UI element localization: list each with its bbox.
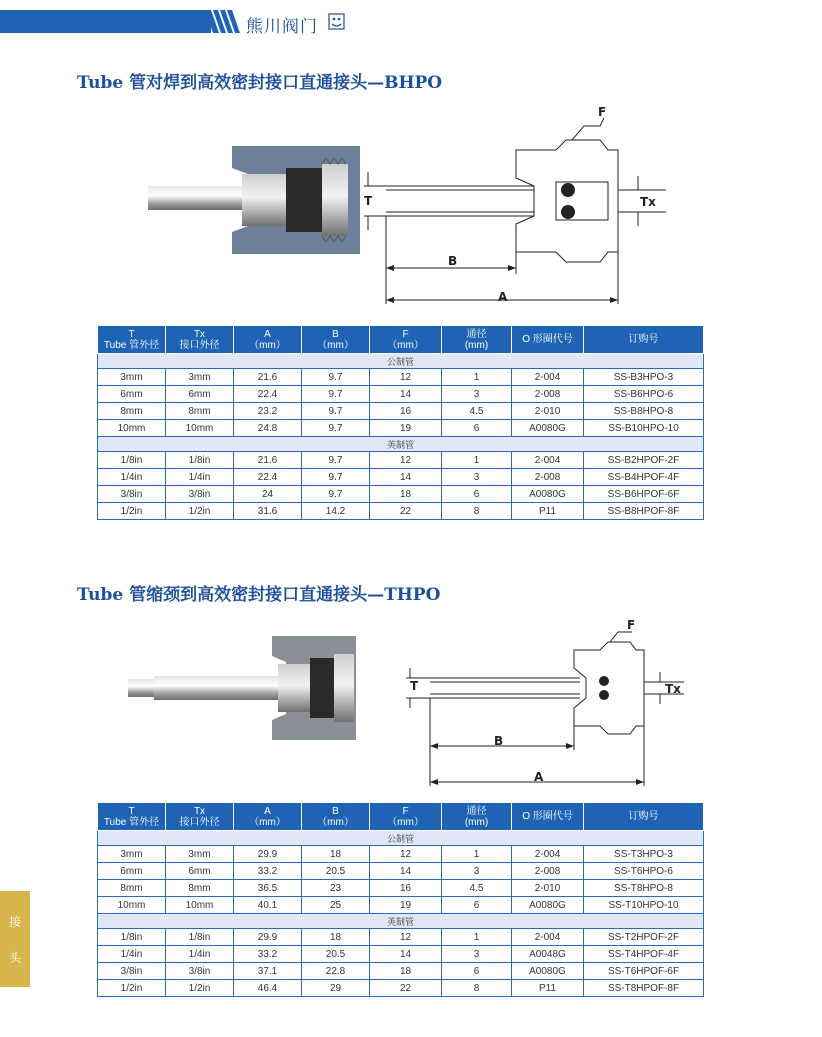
brand-name: 熊川阀门: [246, 17, 318, 37]
table-cell: 18: [370, 486, 442, 503]
table-cell: SS-B6HPO-6: [584, 386, 704, 403]
dim-label-t: T: [410, 679, 419, 693]
table-row: [98, 469, 704, 486]
table-cell: SS-T8HPO-8: [584, 880, 704, 897]
table-cell: 10mm: [166, 420, 234, 437]
table-cell: 9.7: [302, 452, 370, 469]
column-header: O 形圈代号: [512, 803, 584, 831]
table-cell: 14: [370, 469, 442, 486]
table-row: [98, 946, 704, 963]
table-cell: 29.9: [234, 846, 302, 863]
table-cell: 3/8in: [166, 486, 234, 503]
table-cell: SS-T2HPOF-2F: [584, 929, 704, 946]
column-header: T Tube 管外径: [98, 326, 166, 354]
table-cell: 16: [370, 880, 442, 897]
brand-logo-icon: [328, 13, 345, 30]
table-cell: 31.6: [234, 503, 302, 520]
table-cell: 1/4in: [98, 946, 166, 963]
table-row: [98, 846, 704, 863]
table-cell: 1: [442, 452, 512, 469]
table-cell: 2-004: [512, 369, 584, 386]
table-cell: 12: [370, 846, 442, 863]
dim-label-f: F: [627, 618, 636, 632]
fitting-photo-thpo: [128, 636, 356, 740]
side-tab-char: 头: [9, 951, 22, 965]
table-cell: 33.2: [234, 946, 302, 963]
table-cell: 21.6: [234, 369, 302, 386]
dim-label-b: B: [494, 734, 504, 748]
table-row: [98, 929, 704, 946]
column-header: F （mm）: [370, 803, 442, 831]
table-cell: 24: [234, 486, 302, 503]
table-cell: 19: [370, 897, 442, 914]
table-group-row: [98, 914, 704, 929]
table-cell: 6: [442, 486, 512, 503]
table-cell: 16: [370, 403, 442, 420]
table-row: [98, 486, 704, 503]
side-tab: [0, 891, 30, 987]
table-cell: 6mm: [98, 863, 166, 880]
table-cell: 9.7: [302, 369, 370, 386]
table-cell: 9.7: [302, 420, 370, 437]
group-label: 英制管: [98, 914, 704, 929]
table-cell: SS-B2HPOF-2F: [584, 452, 704, 469]
table-cell: 20.5: [302, 863, 370, 880]
table-cell: 3mm: [166, 846, 234, 863]
table-cell: 18: [370, 963, 442, 980]
table-cell: 29: [302, 980, 370, 997]
dimension-drawing-bhpo: [356, 104, 666, 310]
table-cell: 1/2in: [166, 980, 234, 997]
table-cell: 2-008: [512, 863, 584, 880]
column-header: 订购号: [584, 803, 704, 831]
table-cell: SS-T6HPOF-6F: [584, 963, 704, 980]
table-cell: 3mm: [98, 846, 166, 863]
dim-label-a: A: [534, 770, 544, 784]
column-header: 通径 (mm): [442, 803, 512, 831]
table-cell: 8mm: [98, 880, 166, 897]
table-cell: 2-004: [512, 452, 584, 469]
table-row: [98, 863, 704, 880]
table-cell: 14: [370, 863, 442, 880]
table-cell: 2-004: [512, 929, 584, 946]
table-cell: 3mm: [166, 369, 234, 386]
table-cell: 1/8in: [166, 452, 234, 469]
table-cell: 9.7: [302, 403, 370, 420]
column-header: B （mm）: [302, 326, 370, 354]
table-cell: 4.5: [442, 403, 512, 420]
table-row: [98, 420, 704, 437]
dim-label-f: F: [598, 105, 607, 119]
dimension-drawing-thpo: [404, 626, 684, 790]
table-header-row: [98, 326, 704, 354]
table-cell: 36.5: [234, 880, 302, 897]
table-cell: 23: [302, 880, 370, 897]
dim-label-t: T: [364, 194, 373, 208]
table-cell: 6mm: [166, 386, 234, 403]
table-cell: 1/4in: [166, 469, 234, 486]
table-cell: 1/2in: [166, 503, 234, 520]
table-cell: 9.7: [302, 486, 370, 503]
table-cell: 3/8in: [166, 963, 234, 980]
table-group-row: [98, 354, 704, 369]
table-cell: 6mm: [98, 386, 166, 403]
table-cell: 2-010: [512, 880, 584, 897]
section-title-thpo: Tube 管缩颈到高效密封接口直通接头—THPO: [77, 585, 441, 605]
table-cell: 1/4in: [98, 469, 166, 486]
header-bar: [0, 10, 211, 33]
table-cell: 1/8in: [166, 929, 234, 946]
table-cell: 8: [442, 503, 512, 520]
table-cell: 20.5: [302, 946, 370, 963]
column-header: O 形圈代号: [512, 326, 584, 354]
table-cell: P11: [512, 503, 584, 520]
table-cell: 29.9: [234, 929, 302, 946]
table-cell: SS-T6HPO-6: [584, 863, 704, 880]
table-cell: 3: [442, 469, 512, 486]
group-label: 公制管: [98, 354, 704, 369]
table-row: [98, 403, 704, 420]
column-header: A （mm）: [234, 803, 302, 831]
table-row: [98, 369, 704, 386]
table-cell: 14: [370, 386, 442, 403]
table-row: [98, 452, 704, 469]
column-header: Tx 接口外径: [166, 326, 234, 354]
column-header: A （mm）: [234, 326, 302, 354]
table-cell: 21.6: [234, 452, 302, 469]
table-cell: 46.4: [234, 980, 302, 997]
table-cell: 3mm: [98, 369, 166, 386]
table-cell: 2-008: [512, 469, 584, 486]
table-cell: A0080G: [512, 486, 584, 503]
table-cell: 12: [370, 929, 442, 946]
table-cell: 1/8in: [98, 452, 166, 469]
table-cell: 10mm: [166, 897, 234, 914]
table-cell: 3: [442, 946, 512, 963]
header-stripes: [205, 10, 241, 33]
table-cell: 1/2in: [98, 503, 166, 520]
table-cell: 23.2: [234, 403, 302, 420]
table-cell: SS-B4HPOF-4F: [584, 469, 704, 486]
table-cell: 2-008: [512, 386, 584, 403]
table-cell: 22: [370, 503, 442, 520]
table-cell: 3: [442, 386, 512, 403]
table-cell: 19: [370, 420, 442, 437]
table-cell: 33.2: [234, 863, 302, 880]
column-header: B （mm）: [302, 803, 370, 831]
table-cell: A0048G: [512, 946, 584, 963]
table-cell: 8mm: [166, 403, 234, 420]
table-cell: 4.5: [442, 880, 512, 897]
table-cell: SS-B8HPOF-8F: [584, 503, 704, 520]
table-cell: 6: [442, 963, 512, 980]
dim-label-b: B: [448, 254, 458, 268]
group-label: 公制管: [98, 831, 704, 846]
column-header: F （mm）: [370, 326, 442, 354]
side-tab-char: 接: [9, 915, 22, 929]
group-label: 英制管: [98, 437, 704, 452]
table-cell: 24.8: [234, 420, 302, 437]
table-row: [98, 880, 704, 897]
table-cell: P11: [512, 980, 584, 997]
column-header: 订购号: [584, 326, 704, 354]
table-cell: 9.7: [302, 386, 370, 403]
table-row: [98, 963, 704, 980]
table-cell: 40.1: [234, 897, 302, 914]
table-cell: 6mm: [166, 863, 234, 880]
table-cell: 8mm: [166, 880, 234, 897]
table-cell: SS-T3HPO-3: [584, 846, 704, 863]
table-cell: 1: [442, 369, 512, 386]
spec-table-bhpo: [97, 325, 704, 520]
table-row: [98, 980, 704, 997]
table-cell: 37.1: [234, 963, 302, 980]
table-cell: 18: [302, 846, 370, 863]
table-cell: SS-T8HPOF-8F: [584, 980, 704, 997]
table-cell: 2-010: [512, 403, 584, 420]
table-cell: 8mm: [98, 403, 166, 420]
table-row: [98, 897, 704, 914]
table-group-row: [98, 831, 704, 846]
table-cell: 18: [302, 929, 370, 946]
table-row: [98, 386, 704, 403]
table-cell: SS-B6HPOF-6F: [584, 486, 704, 503]
table-header-row: [98, 803, 704, 831]
column-header: 通径 (mm): [442, 326, 512, 354]
dim-label-tx: Tx: [640, 195, 656, 209]
table-cell: SS-T10HPO-10: [584, 897, 704, 914]
table-cell: 1: [442, 846, 512, 863]
column-header: Tx 接口外径: [166, 803, 234, 831]
table-cell: 3/8in: [98, 963, 166, 980]
table-cell: 3/8in: [98, 486, 166, 503]
table-cell: 3: [442, 863, 512, 880]
dim-label-tx: Tx: [665, 682, 681, 696]
table-cell: 10mm: [98, 897, 166, 914]
table-cell: 1/2in: [98, 980, 166, 997]
table-cell: 22: [370, 980, 442, 997]
column-header: T Tube 管外径: [98, 803, 166, 831]
table-cell: 9.7: [302, 469, 370, 486]
table-cell: A0080G: [512, 420, 584, 437]
table-cell: 14: [370, 946, 442, 963]
table-cell: A0080G: [512, 963, 584, 980]
table-cell: 12: [370, 369, 442, 386]
table-cell: A0080G: [512, 897, 584, 914]
table-cell: 1/8in: [98, 929, 166, 946]
section-title-bhpo: Tube 管对焊到高效密封接口直通接头—BHPO: [77, 73, 443, 93]
table-cell: SS-B3HPO-3: [584, 369, 704, 386]
table-cell: 2-004: [512, 846, 584, 863]
table-cell: 25: [302, 897, 370, 914]
table-group-row: [98, 437, 704, 452]
table-cell: 12: [370, 452, 442, 469]
table-cell: 22.4: [234, 386, 302, 403]
fitting-photo-bhpo: [148, 146, 360, 254]
table-cell: 22.8: [302, 963, 370, 980]
spec-table-thpo: [97, 802, 704, 997]
table-cell: 1/4in: [166, 946, 234, 963]
table-cell: SS-T4HPOF-4F: [584, 946, 704, 963]
dim-label-a: A: [498, 290, 508, 304]
table-cell: SS-B10HPO-10: [584, 420, 704, 437]
table-cell: 10mm: [98, 420, 166, 437]
table-cell: 14.2: [302, 503, 370, 520]
table-cell: 1: [442, 929, 512, 946]
table-cell: SS-B8HPO-8: [584, 403, 704, 420]
table-row: [98, 503, 704, 520]
table-cell: 6: [442, 897, 512, 914]
table-cell: 6: [442, 420, 512, 437]
table-cell: 8: [442, 980, 512, 997]
table-cell: 22.4: [234, 469, 302, 486]
